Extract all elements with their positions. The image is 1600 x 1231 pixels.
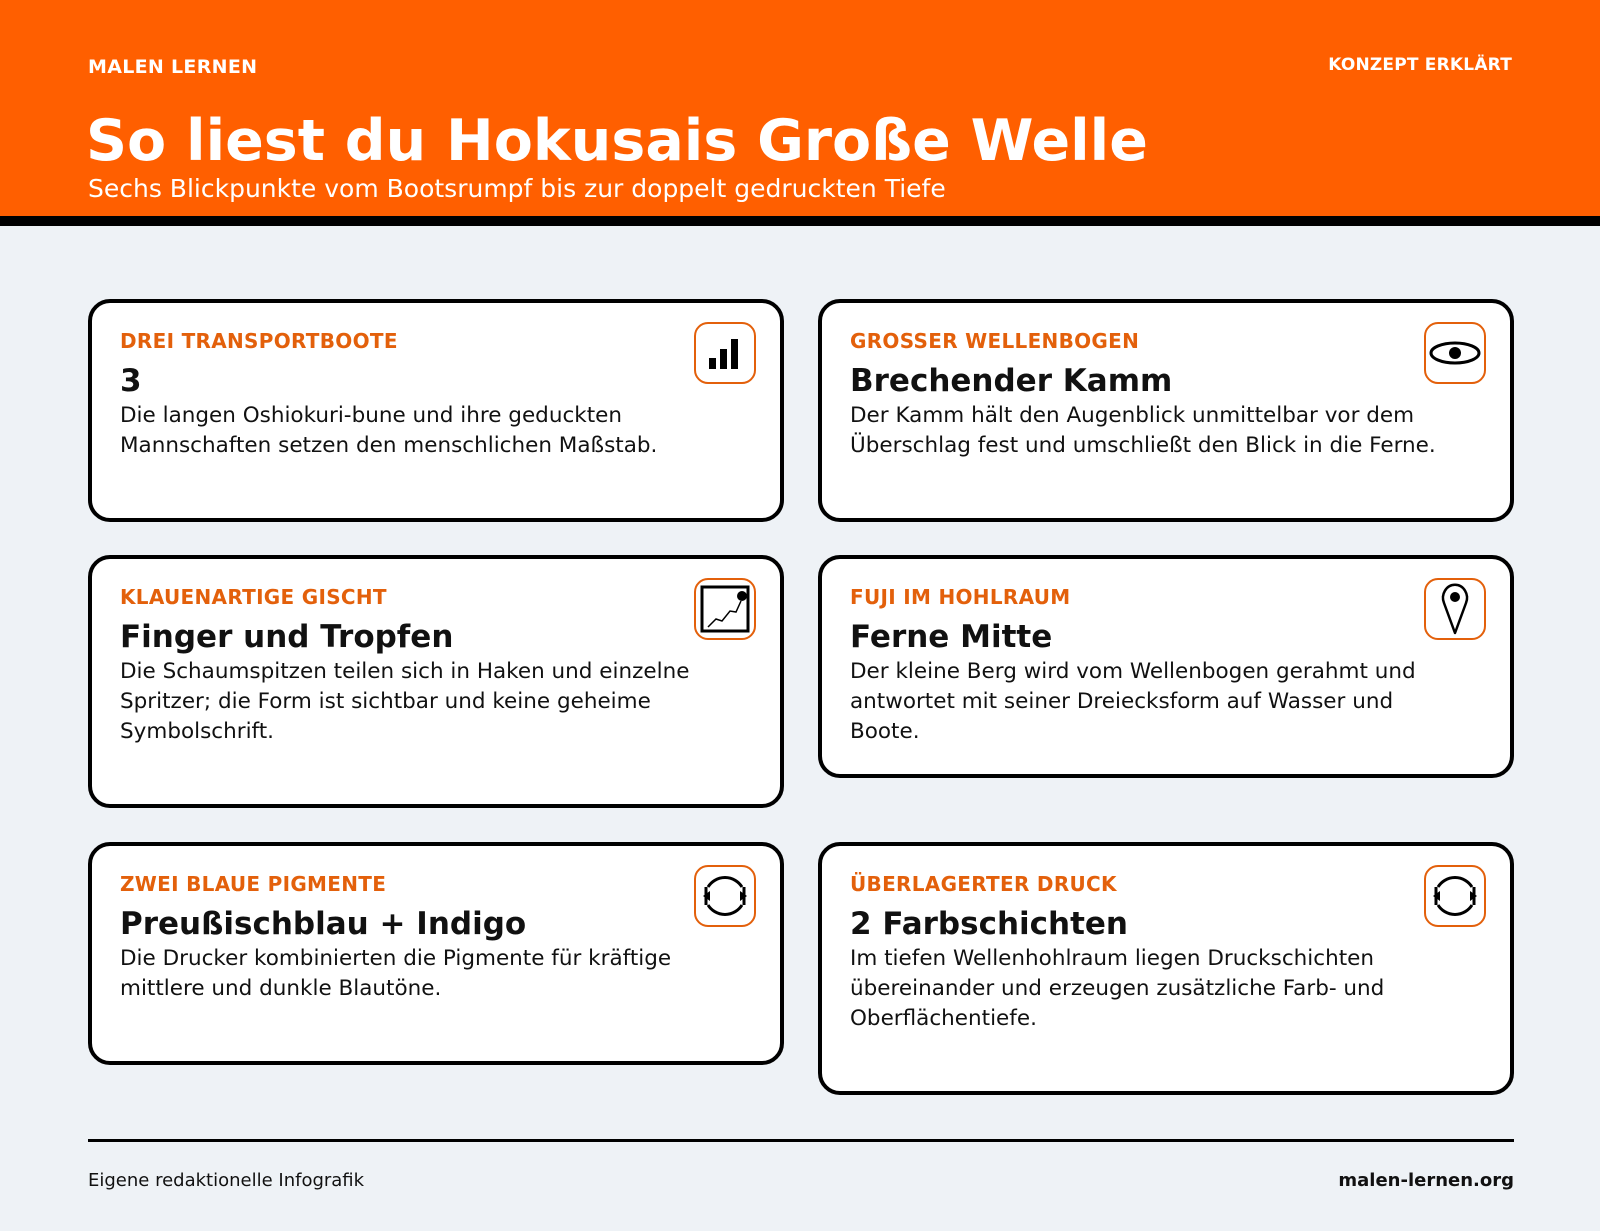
footer-site-link[interactable]: malen-lernen.org [1338,1170,1514,1191]
footer-divider [88,1139,1514,1142]
bar-chart-icon [694,322,756,384]
card-headline: 2 Farbschichten [850,906,1129,942]
page-subtitle: Sechs Blickpunkte vom Bootsrumpf bis zur doppelt gedruckten Tiefe [88,174,946,203]
card-body: Der Kamm hält den Augenblick unmittelbar vor dem Überschlag fest und umschließt den Blick in die Ferne. [850,403,1436,458]
card-fuji-im-hohlraum [818,555,1514,778]
card-headline: Preußischblau + Indigo [120,906,527,942]
card-eyebrow: DREI TRANSPORTBOOTE [120,329,398,353]
header-banner [0,0,1600,226]
card-eyebrow: ZWEI BLAUE PIGMENTE [120,872,387,896]
eye-icon [1424,322,1486,384]
card-drei-transportboote [88,299,784,522]
card-body: Der kleine Berg wird vom Wellenbogen gerahmt und antwortet mit seiner Dreiecksform auf Wasser und Boote. [850,659,1416,744]
line-chart-icon [694,578,756,640]
card-headline: Ferne Mitte [850,619,1053,655]
footer-credit: Eigene redaktionelle Infografik [88,1170,365,1191]
card-eyebrow: ÜBERLAGERTER DRUCK [850,872,1117,896]
card-headline: Finger und Tropfen [120,619,454,655]
category-tag: KONZEPT ERKLÄRT [1328,55,1512,75]
card-zwei-blaue-pigmente [88,842,784,1065]
card-grosser-wellenbogen [818,299,1514,522]
map-pin-icon [1424,578,1486,640]
card-body: Die langen Oshiokuri-bune und ihre geduckten Mannschaften setzen den menschlichen Maßstab. [120,403,658,458]
card-headline: 3 [120,363,142,399]
card-body: Die Drucker kombinierten die Pigmente für kräftige mittlere und dunkle Blautöne. [120,946,672,1001]
cycle-icon [694,865,756,927]
page-title: So liest du Hokusais Große Welle [86,108,1148,174]
card-klauenartige-gischt [88,555,784,808]
card-body: Die Schaumspitzen teilen sich in Haken und einzelne Spritzer; die Form ist sichtbar und keine geheime Symbolschrift. [120,659,690,744]
brand-label[interactable]: MALEN LERNEN [88,56,258,78]
card-eyebrow: KLAUENARTIGE GISCHT [120,585,387,609]
card-headline: Brechender Kamm [850,363,1173,399]
card-eyebrow: GROSSER WELLENBOGEN [850,329,1140,353]
card-ueberlagerter-druck [818,842,1514,1095]
cycle-icon [1424,865,1486,927]
card-eyebrow: FUJI IM HOHLRAUM [850,585,1071,609]
card-body: Im tiefen Wellenhohlraum liegen Druckschichten übereinander und erzeugen zusätzliche Farb- und Oberflächentiefe. [850,946,1385,1031]
